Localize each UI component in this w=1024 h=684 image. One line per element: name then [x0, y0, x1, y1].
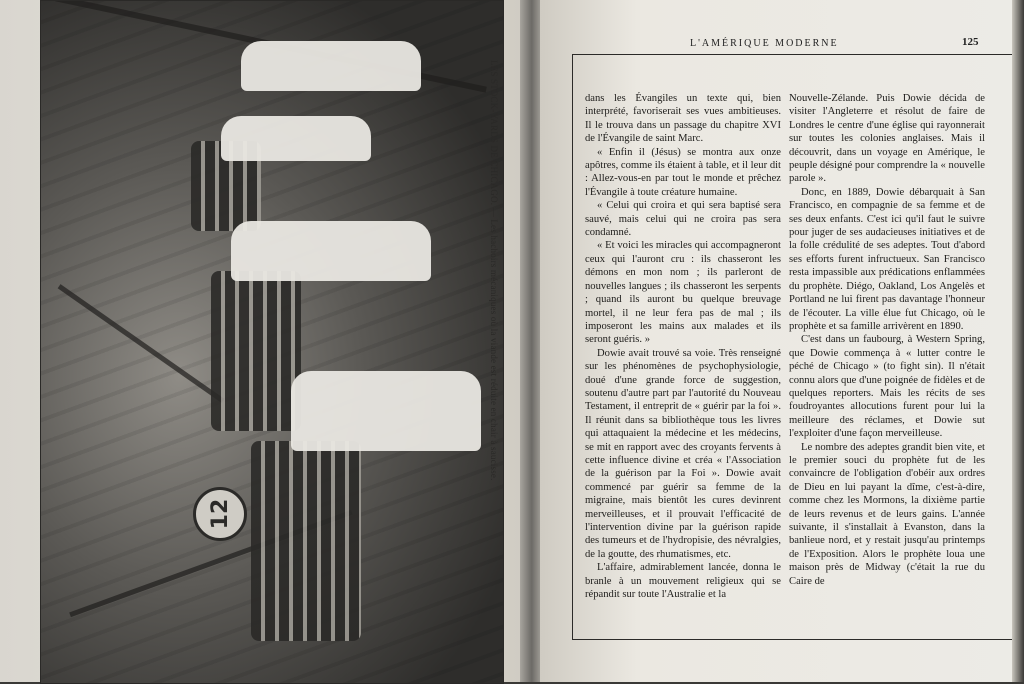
text-column-right — [789, 92, 985, 588]
worker-figure — [291, 371, 481, 451]
grinding-machine — [251, 441, 361, 641]
sign-number: 12 — [193, 487, 247, 541]
paragraph: dans les Évangiles un texte qui, bien interprété, favoriserait ses vues ambitieuses. Il le trouva dans un passage du chapitre XVI de l'Évangile de saint Marc. — [585, 93, 781, 145]
worker-figure — [231, 221, 431, 281]
photo-caption: LES STOCK-YARDS DE CHICAGO. — Les hachoirs mécaniques où la viande est réduite en chair à saucisse. — [489, 60, 499, 481]
paragraph: Le nombre des adeptes grandit bien vite, et le premier souci du prophète fut de les convaincre de l'obligation d'obéir aux ordres de Dieu en lui payant la dîme, c'est-à-dire, comme chez les Mormons, la dixième partie de leurs revenus et de leurs gains. L'année suivante, il s'installait à Evanston, dans la banlieue nord, et y restait jusqu'au printemps de l'Exposition. Alors le prophète loua une maison près de Midway (c'était la rue du Caire de — [789, 441, 985, 587]
paragraph: « Enfin il (Jésus) se montra aux onze apôtres, comme ils étaient à table, et il leur dit : Allez-vous-en par tout le monde et prêchez l'Évangile à toute créature humaine. — [585, 146, 781, 198]
running-head: L'AMÉRIQUE MODERNE — [690, 38, 839, 49]
text-column-left — [585, 92, 781, 601]
paragraph: « Et voici les miracles qui accompagneront ceux qui l'auront cru : ils chasseront les démons en mon nom ; ils parleront de nouvelles langues ; ils chasseront les serpents ; quand ils auront bu quelque breuvage mortel, il ne leur fera pas de mal ; ils imposeront les mains aux malades et ils seront guéris. » — [585, 240, 781, 346]
drive-belt — [58, 284, 225, 403]
paragraph: Nouvelle-Zélande. Puis Dowie décida de visiter l'Angleterre et résolut de faire de Londres le centre d'une église qui rayonnerait sur toutes les colonies anglaises. Mais il découvrit, dans un voyage en Amérique, le peuple désigné pour comprendre la « nouvelle parole ». — [789, 93, 985, 185]
paragraph: « Celui qui croira et qui sera baptisé sera sauvé, mais celui qui ne croira pas sera condamné. — [585, 200, 781, 239]
page-number: 125 — [962, 36, 979, 48]
grinding-machine — [211, 271, 301, 431]
paragraph: Dowie avait trouvé sa voie. Très renseigné sur les phénomènes de psychophysiologie, doué d'une grande force de suggestion, soutenu d'autre part par l'autorité du Nouveau Testament, il entreprit de « guérir par la foi ». Il réunit dans sa bibliothèque tous les livres qui attaquaient la médecine et les médecins, se mit en rapport avec des croyants fervents à cette influence divine et créa « l'Association de la guérison par la Foi ». Dowie avait commencé par guérir sa femme de la migraine, mais bientôt les cures devinrent merveilleuses, et il prouvait l'efficacité de l'intervention divine par la guérison rapide des tumeurs et de l'hydropisie, des névralgies, de la goutte, des rhumatismes, etc. — [585, 347, 781, 560]
page-edge-shadow — [1012, 0, 1024, 682]
paragraph: L'affaire, admirablement lancée, donna le branle à un mouvement religieux qui se répandit sur toute l'Australie et la — [585, 562, 781, 601]
worker-figure — [221, 116, 371, 161]
paragraph: Donc, en 1889, Dowie débarquait à San Francisco, en compagnie de sa femme et de ses deux enfants. C'est ici qu'il faut le suivre pour juger de ses audacieuses initiatives et de la folle crédulité de ses adeptes. Tout d'abord ses efforts furent infructueux. San Francisco resta impassible aux prédications enflammées du prophète. Diégo, Oakland, Los Angelès et Portland ne lui firent pas davantage l'honneur de l'écouter. La ville élue fut Chicago, où le prophète et sa famille arrivèrent en 1890. — [789, 186, 985, 332]
worker-figure — [241, 41, 421, 91]
factory-photograph — [40, 0, 504, 684]
paragraph: C'est dans un faubourg, à Western Spring, que Dowie commença à « lutter contre le péché de Chicago » (to fight sin). Il n'était connu alors que d'une poignée de fidèles et de quelques reporters. Mais les récits de ses foudroyantes allocutions furent pour lui la meilleure des réclames, et Dowie sut l'exploiter d'une façon merveilleuse. — [789, 334, 985, 440]
